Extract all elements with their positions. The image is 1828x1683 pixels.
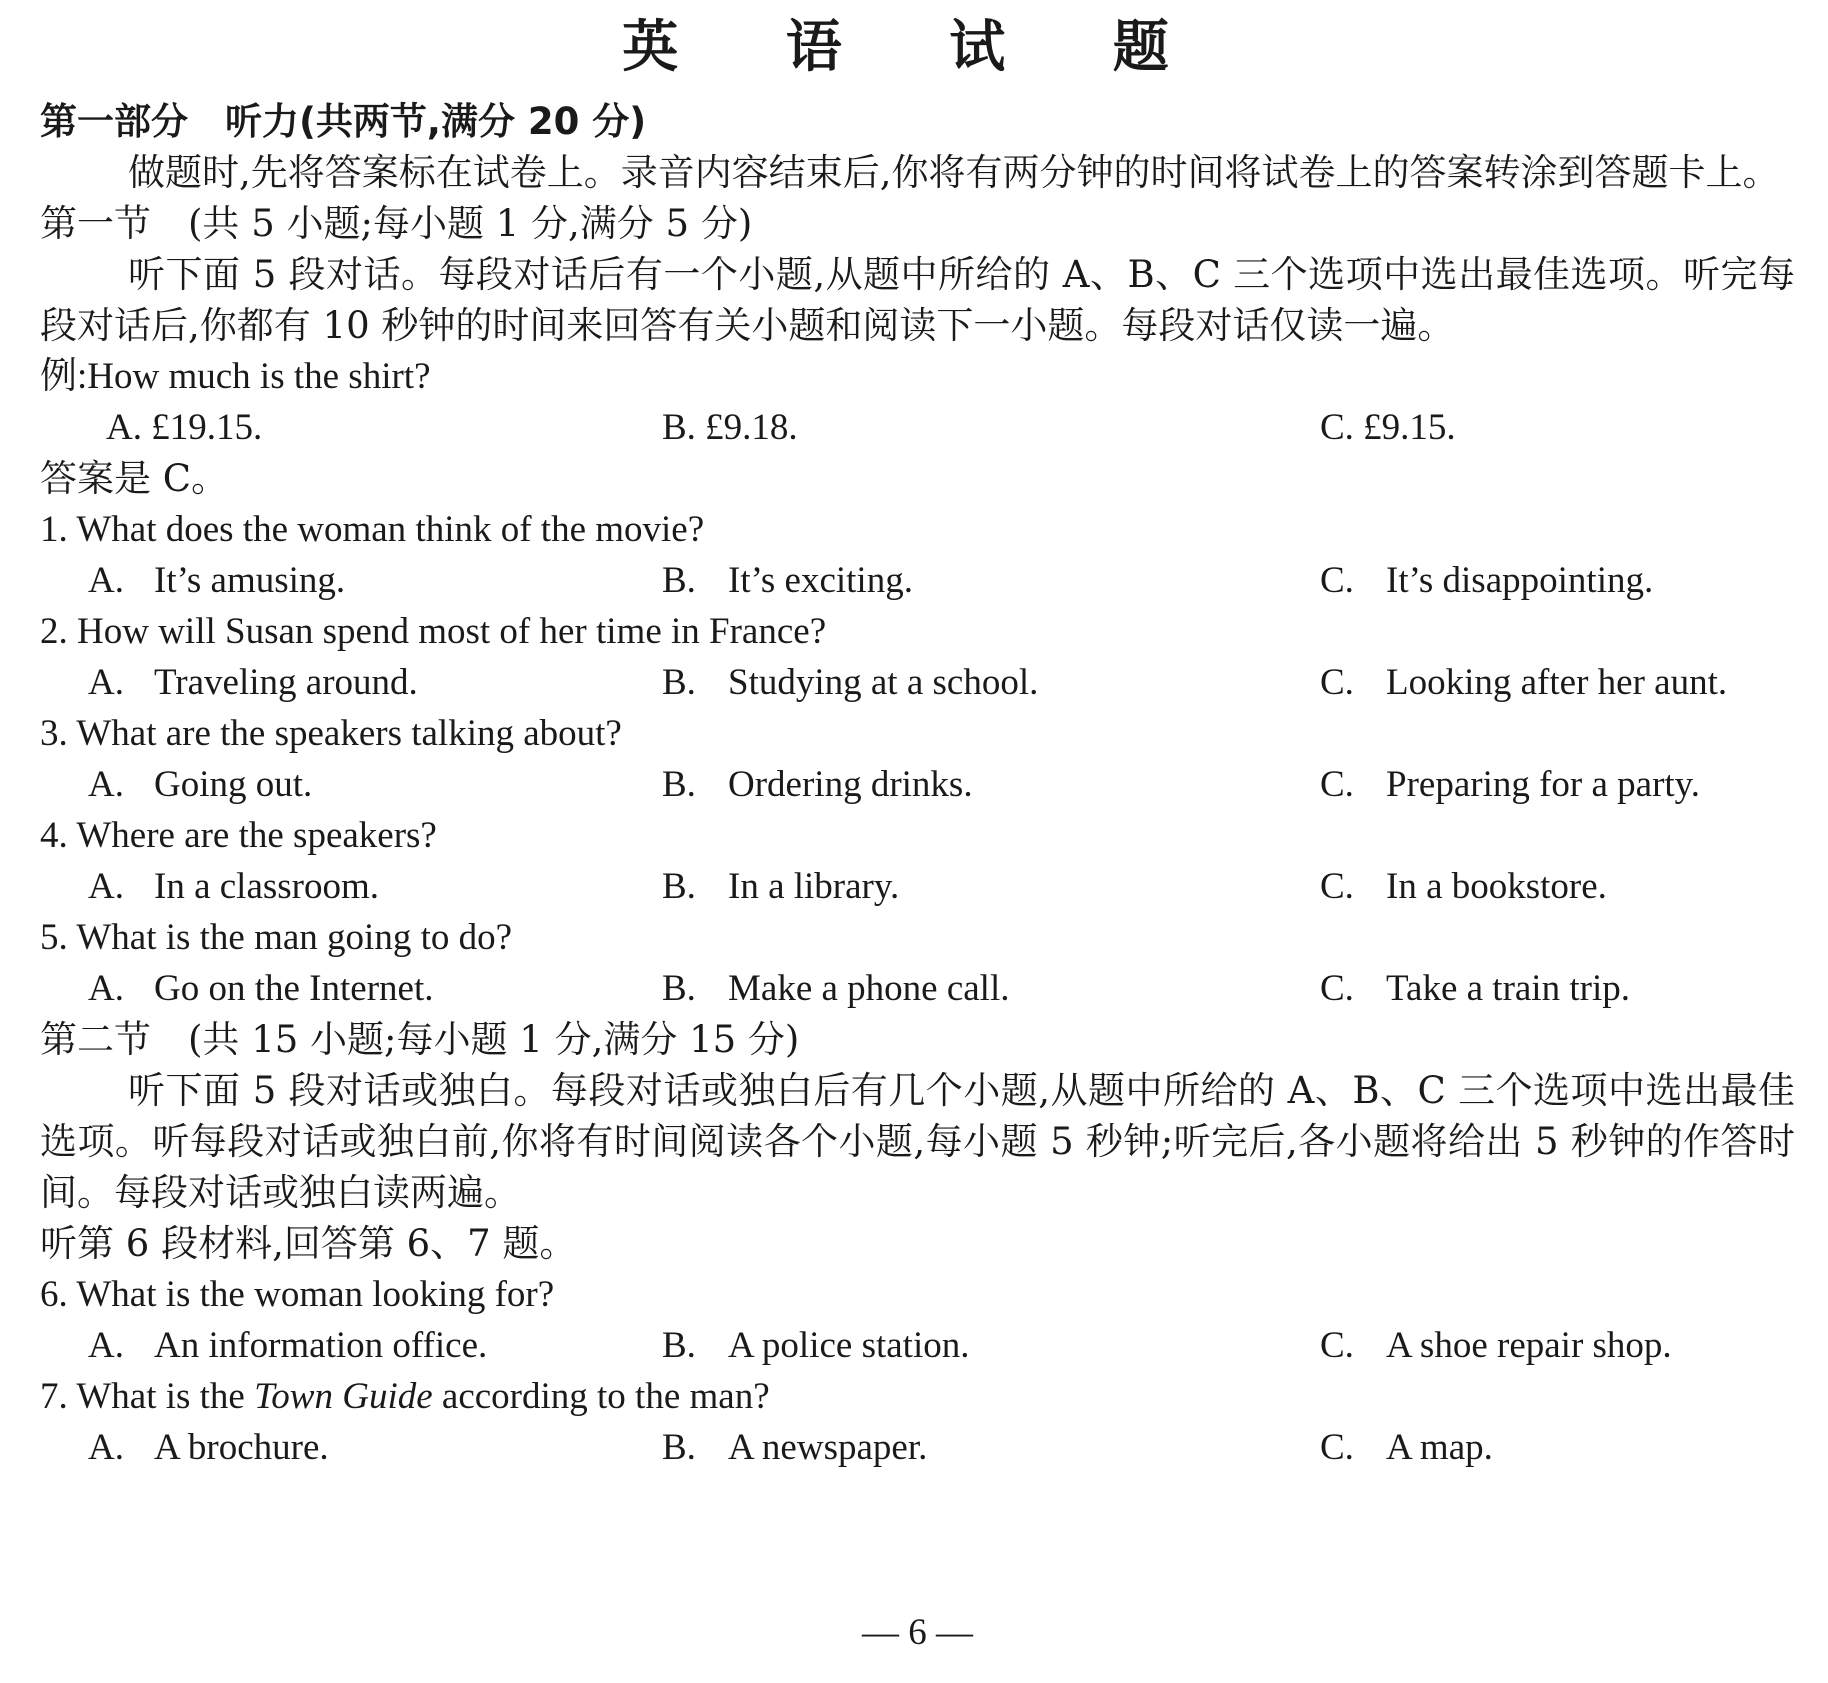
exam-page xyxy=(40,0,1795,1683)
question-7-options xyxy=(40,1422,1795,1473)
question-number: 3. xyxy=(40,713,68,754)
example-options xyxy=(40,402,1795,453)
page-title: 英 语 试 题 xyxy=(622,15,1213,80)
option-c: C. A map. xyxy=(1320,1427,1493,1468)
part-one-heading: 第一部分 听力(共两节,满分 20 分) xyxy=(40,100,647,143)
option-b: B. Studying at a school. xyxy=(662,662,1039,703)
question-2-options xyxy=(40,657,1795,708)
option-b: B. Make a phone call. xyxy=(662,968,1010,1009)
question-text: What are the speakers talking about? xyxy=(76,713,622,754)
question-number: 2. xyxy=(40,611,68,652)
option-a: A. Going out. xyxy=(88,764,313,805)
question-5-options xyxy=(40,963,1795,1014)
question-3 xyxy=(40,708,1795,759)
section-two-heading: 第二节 (共 15 小题;每小题 1 分,满分 15 分) xyxy=(40,1018,800,1061)
section-one-heading: 第一节 (共 5 小题;每小题 1 分,满分 5 分) xyxy=(40,202,753,245)
question-1 xyxy=(40,504,1795,555)
question-3-options xyxy=(40,759,1795,810)
question-text-italic: Town Guide xyxy=(254,1376,433,1417)
section-one-instructions: 听下面 5 段对话。每段对话后有一个小题,从题中所给的 A、B、C 三个选项中选出最佳选项。听完每段对话后,你都有 10 秒钟的时间来回答有关小题和阅读下一小题。每段对话仅读一遍。 xyxy=(40,253,1795,347)
example-option-c: C. £9.15. xyxy=(1320,407,1456,448)
question-text: What is the woman looking for? xyxy=(76,1274,555,1315)
question-text: What does the woman think of the movie? xyxy=(76,509,705,550)
example-option-a: A. £19.15. xyxy=(106,407,263,448)
question-6-options xyxy=(40,1320,1795,1371)
example-answer: 答案是 C。 xyxy=(40,457,229,500)
question-text: Where are the speakers? xyxy=(76,815,437,856)
exam-content xyxy=(40,96,1795,1473)
question-number: 4. xyxy=(40,815,68,856)
option-a: A. Traveling around. xyxy=(88,662,418,703)
question-text: How will Susan spend most of her time in France? xyxy=(77,611,827,652)
question-4-options xyxy=(40,861,1795,912)
question-7 xyxy=(40,1371,1795,1422)
part-one-intro: 做题时,先将答案标在试卷上。录音内容结束后,你将有两分钟的时间将试卷上的答案转涂到答题卡上。 xyxy=(128,151,1780,194)
question-number: 1. xyxy=(40,509,68,550)
option-a: A. A brochure. xyxy=(88,1427,329,1468)
option-b: B. It’s exciting. xyxy=(662,560,913,601)
example-option-b: B. £9.18. xyxy=(662,407,798,448)
option-c: C. Looking after her aunt. xyxy=(1320,662,1728,703)
question-6 xyxy=(40,1269,1795,1320)
question-text-end: according to the man? xyxy=(432,1376,770,1417)
page-number: — 6 — xyxy=(862,1612,973,1653)
option-c: C. Take a train trip. xyxy=(1320,968,1630,1009)
question-text-start: What is the xyxy=(76,1376,255,1417)
question-number: 7. xyxy=(40,1376,68,1417)
question-4 xyxy=(40,810,1795,861)
option-a: A. It’s amusing. xyxy=(88,560,346,601)
option-a: A. Go on the Internet. xyxy=(88,968,434,1009)
option-c: C. It’s disappointing. xyxy=(1320,560,1654,601)
option-a: A. An information office. xyxy=(88,1325,488,1366)
option-b: B. Ordering drinks. xyxy=(662,764,973,805)
option-c: C. Preparing for a party. xyxy=(1320,764,1701,805)
option-b: B. In a library. xyxy=(662,866,900,907)
option-a: A. In a classroom. xyxy=(88,866,380,907)
question-1-options xyxy=(40,555,1795,606)
option-c: C. A shoe repair shop. xyxy=(1320,1325,1672,1366)
section-two-instructions: 听下面 5 段对话或独白。每段对话或独白后有几个小题,从题中所给的 A、B、C 三个选项中选出最佳选项。听每段对话或独白前,你将有时间阅读各个小题,每小题 5 秒钟;听完后,各小题将给出 5 秒钟的作答时间。每段对话或独白读两遍。 xyxy=(40,1069,1795,1214)
option-c: C. In a bookstore. xyxy=(1320,866,1607,907)
question-text: What is the man going to do? xyxy=(76,917,513,958)
example-question: 例:How much is the shirt? xyxy=(40,356,431,397)
material-heading: 听第 6 段材料,回答第 6、7 题。 xyxy=(40,1222,577,1265)
option-b: B. A newspaper. xyxy=(662,1427,928,1468)
question-number: 5. xyxy=(40,917,68,958)
option-b: B. A police station. xyxy=(662,1325,970,1366)
question-number: 6. xyxy=(40,1274,68,1315)
question-5 xyxy=(40,912,1795,963)
question-2 xyxy=(40,606,1795,657)
